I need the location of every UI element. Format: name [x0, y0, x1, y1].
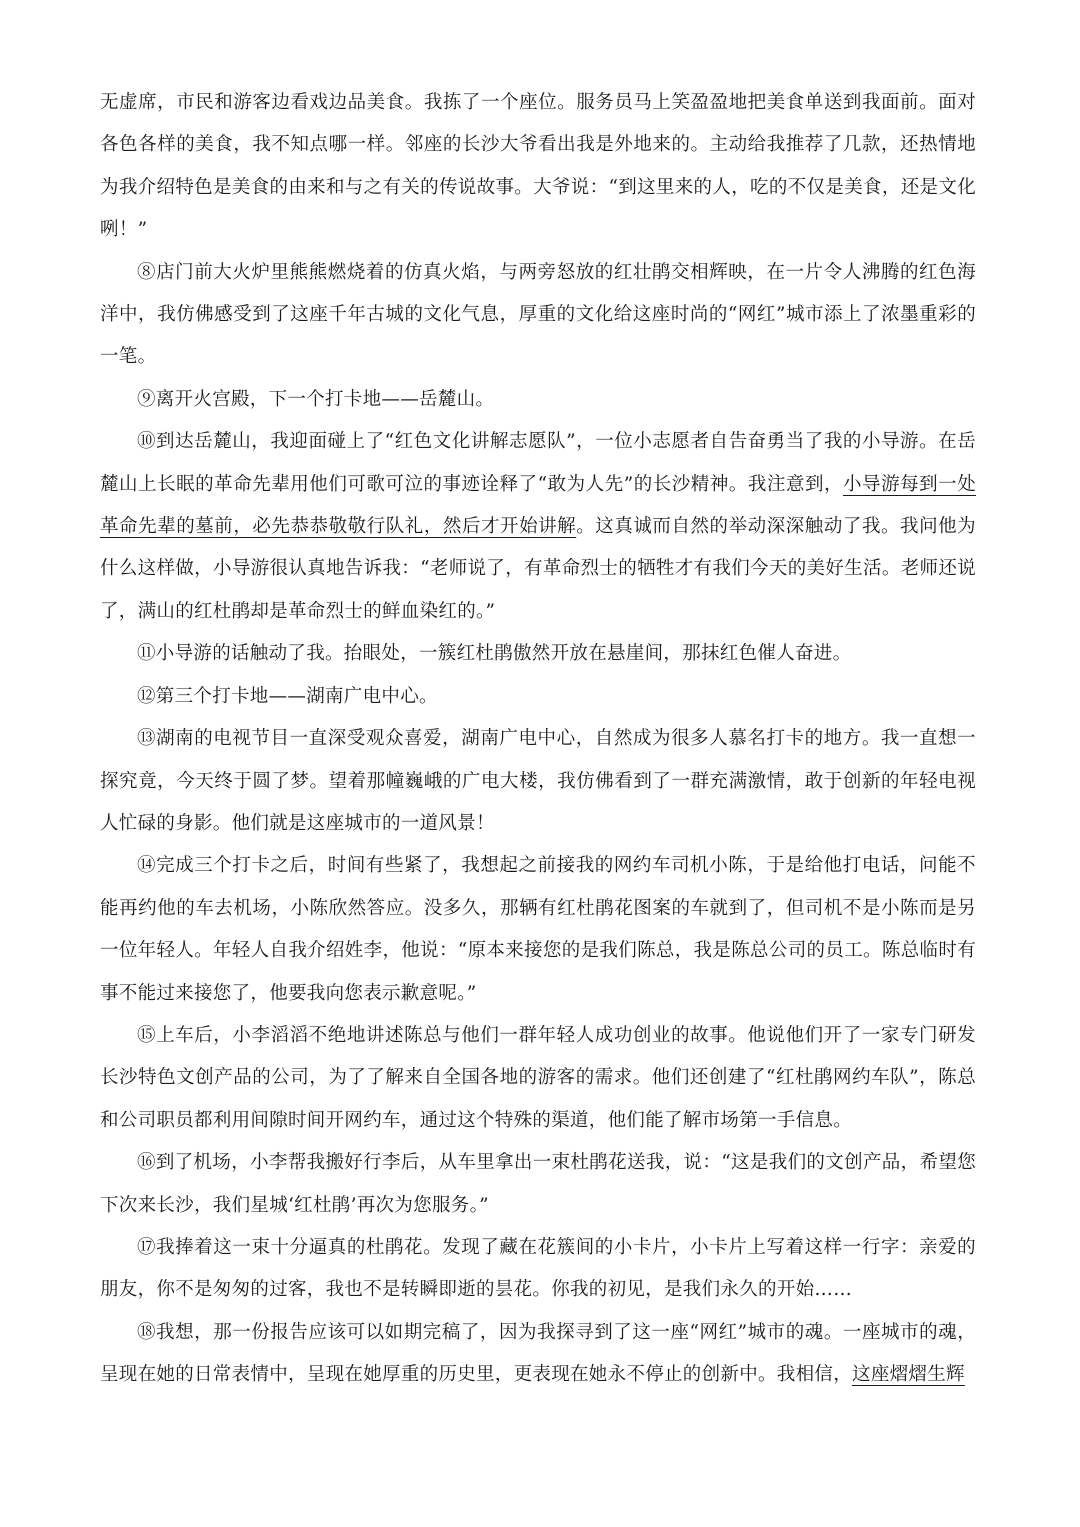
paragraph-18-text-before: ⑱我想，那一份报告应该可以如期完稿了，因为我探寻到了这一座“网红”城市的魂。一座城市的魂，呈现在她的日常表情中，呈现在她厚重的历史里，更表现在她永不停止的创新中。我相信， — [100, 1321, 976, 1386]
paragraph-9: ⑨离开火宫殿，下一个打卡地——岳麓山。 — [137, 388, 495, 410]
document-page — [100, 82, 976, 1397]
paragraph-11: ⑪小导游的话触动了我。抬眼处，一簇红杜鹃傲然开放在悬崖间，那抹红色催人奋进。 — [137, 643, 852, 665]
paragraph-10-text-before: ⑩到达岳麓山，我迎面碰上了“红色文化讲解志愿队”，一位小志愿者自告奋勇当了我的小导游。在岳麓山上长眠的革命先辈用他们可歌可泣的事迹诠释了“敢为人先”的长沙精神。我注意到， — [100, 431, 976, 495]
paragraph-10-text-after: 。这真诚而自然的举动深深触动了我。我问他为什么这样做，小导游很认真地告诉我：“老师说了，有革命烈士的牺牲才有我们今天的美好生活。老师还说了，满山的红杜鹃却是革命烈士的鲜血染红的。” — [100, 516, 976, 622]
paragraph-7-continued: 无虚席，市民和游客边看戏边品美食。我拣了一个座位。服务员马上笑盈盈地把美食单送到我面前。面对各色各样的美食，我不知点哪一样。邻座的长沙大爷看出我是外地来的。主动给我推荐了几款，还热情地为我介绍特色是美食的由来和与之有关的传说故事。大爷说：“到这里来的人，吃的不仅是美食，还是文化咧！” — [100, 92, 976, 241]
paragraph-14: ⑭完成三个打卡之后，时间有些紧了，我想起之前接我的网约车司机小陈，于是给他打电话，问能不能再约他的车去机场，小陈欣然答应。没多久，那辆有红杜鹃花图案的车就到了，但司机不是小陈而是另一位年轻人。年轻人自我介绍姓李，他说：“原本来接您的是我们陈总，我是陈总公司的员工。陈总临时有事不能过来接您了，他要我向您表示歉意呢。” — [100, 855, 976, 1004]
paragraph-15: ⑮上车后，小李滔滔不绝地讲述陈总与他们一群年轻人成功创业的故事。他说他们开了一家专门研发长沙特色文创产品的公司，为了了解来自全国各地的游客的需求。他们还创建了“红杜鹃网约车队”，陈总和公司职员都利用间隙时间开网约车，通过这个特殊的渠道，他们能了解市场第一手信息。 — [100, 1024, 976, 1131]
paragraph-16: ⑯到了机场，小李帮我搬好行李后，从车里拿出一束杜鹃花送我，说：“这是我们的文创产品，希望您下次来长沙，我们星城‘红杜鹃’再次为您服务。” — [100, 1152, 976, 1216]
paragraph-13: ⑬湖南的电视节目一直深受观众喜爱，湖南广电中心，自然成为很多人慕名打卡的地方。我一直想一探究竟，今天终于圆了梦。望着那幢巍峨的广电大楼，我仿佛看到了一群充满激情，敢于创新的年轻电视人忙碌的身影。他们就是这座城市的一道风景！ — [100, 728, 976, 834]
paragraph-10 — [100, 421, 976, 633]
paragraph-12: ⑫第三个打卡地——湖南广电中心。 — [137, 685, 438, 707]
paragraph-18-underlined-phrase: 这座熠熠生辉 — [852, 1364, 965, 1386]
paragraph-18 — [100, 1312, 976, 1397]
paragraph-17: ⑰我捧着这一束十分逼真的杜鹃花。发现了藏在花簇间的小卡片，小卡片上写着这样一行字：亲爱的朋友，你不是匆匆的过客，我也不是转瞬即逝的昙花。你我的初见，是我们永久的开始…… — [100, 1236, 976, 1301]
paragraph-10-underlined-sentence: 小导游每到一处革命先辈的墓前，必先恭恭敬敬行队礼，然后才开始讲解 — [100, 473, 976, 538]
paragraph-8: ⑧店门前大火炉里熊熊燃烧着的仿真火焰，与两旁怒放的红壮鹃交相辉映，在一片令人沸腾的红色海洋中，我仿佛感受到了这座千年古城的文化气息，厚重的文化给这座时尚的“网红”城市添上了浓墨重彩的一笔。 — [100, 261, 976, 368]
